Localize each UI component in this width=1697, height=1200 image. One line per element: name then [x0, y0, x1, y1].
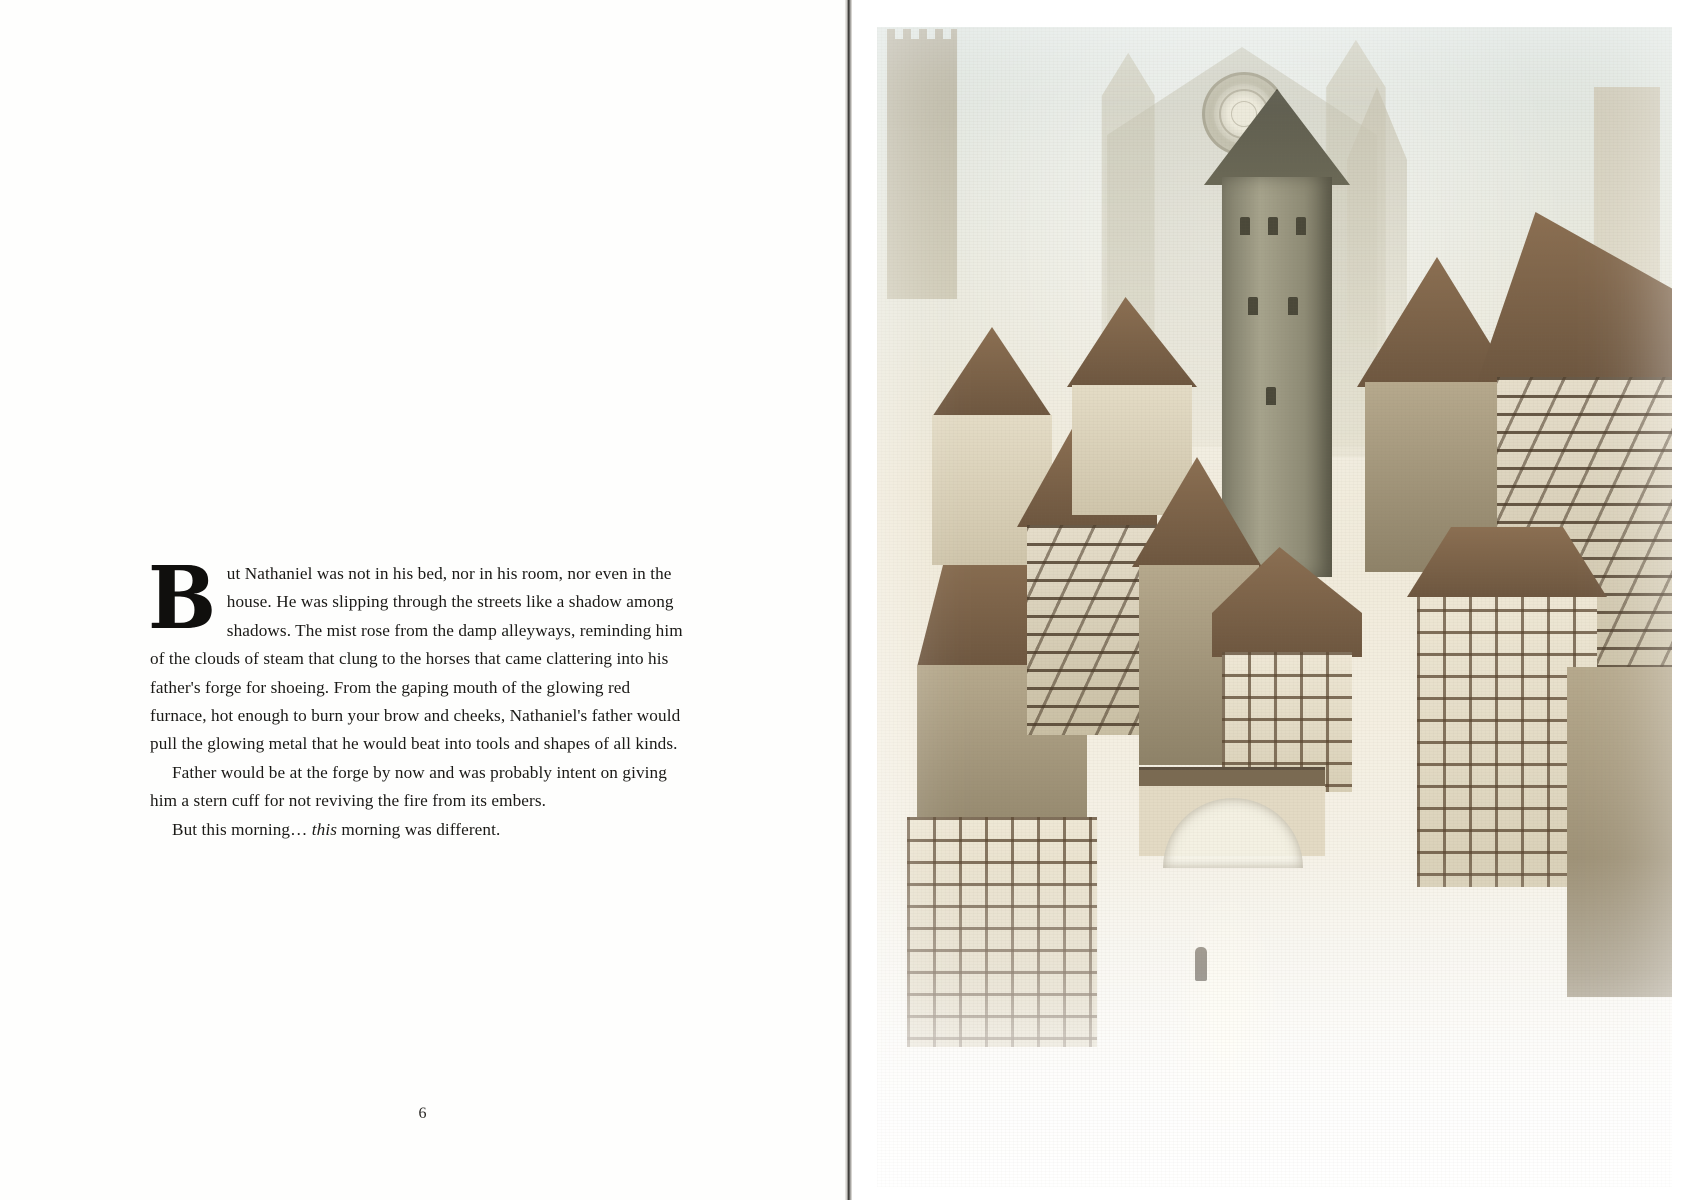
main-stone-tower [1222, 177, 1332, 577]
paragraph-2: Father would be at the forge by now and was probably intent on giving him a stern cuff for not reviving the fire from its embers. [150, 762, 667, 811]
paragraph-3-after: morning was different. [337, 819, 501, 839]
paragraph-3-before: But this morning… [172, 819, 312, 839]
wall-c [1027, 525, 1157, 735]
drop-cap: B [148, 548, 216, 649]
paragraph-1: ut Nathaniel was not in his bed, nor in his room, nor even in the house. He was slipping through the streets like a shadow among shadows. The mist rose from the damp alleyways, reminding him of the clouds of steam that clung to the horses that came clattering into his father's forge for shoeing. From the gaping mouth of the glowing red furnace, hot enough to burn your brow and cheeks, Nathaniel's father would pull the glowing metal that he would beat into tools and shapes of all kinds. [150, 564, 683, 754]
left-page [0, 0, 845, 1200]
background-tower-left [887, 39, 957, 299]
street-fog [877, 857, 1672, 1187]
medieval-city-illustration [877, 27, 1672, 1187]
paragraph-3 [150, 816, 690, 844]
wall-d [1072, 385, 1192, 515]
paragraph-3-emphasis: this [311, 819, 338, 839]
page-number: 6 [418, 1105, 427, 1122]
right-page [852, 0, 1697, 1200]
body-text-block [148, 548, 690, 844]
book-gutter [845, 0, 852, 1200]
